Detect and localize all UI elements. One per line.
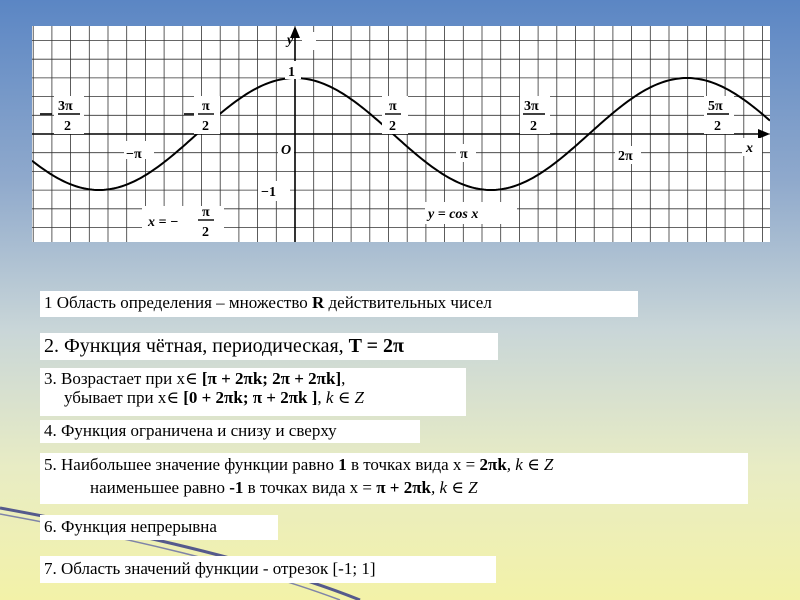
label-neg-pi2-num: π (202, 99, 210, 114)
property-monotonic (40, 368, 466, 416)
property-continuous-text: 6. Функция непрерывна (44, 517, 217, 536)
y-axis-label: y (287, 33, 294, 48)
label-neg-3pi2-num: 3π (58, 99, 73, 114)
label-minus-one: −1 (261, 185, 276, 200)
asymptote-label-num: π (202, 205, 210, 220)
property-domain-pre: 1 Область определения – множество (44, 293, 312, 312)
max-formula: 2πk (479, 455, 507, 474)
property-increasing (44, 370, 462, 389)
cosine-graph (32, 26, 770, 242)
label-neg-3pi2-den: 2 (64, 119, 71, 134)
decreasing-tail: k ∈ Z (325, 387, 365, 407)
function-label: y = cos x (428, 207, 479, 222)
property-even-periodic-pre: 2. Функция чётная, периодическая, (44, 335, 349, 357)
min-tail: , k ∈ Z (431, 477, 478, 497)
x-axis-arrow (758, 129, 770, 139)
property-domain-bold: R (311, 293, 325, 312)
property-range-text: 7. Область значений функции - отрезок [-1; 1] (44, 559, 376, 578)
label-3pi2-num: 3π (524, 99, 539, 114)
property-even-periodic (40, 333, 498, 360)
origin-label: O (281, 143, 292, 158)
asymptote-label-den: 2 (202, 225, 209, 240)
label-pi: π (460, 147, 468, 162)
label-pi2-den: 2 (389, 119, 396, 134)
decreasing-pre: убывает при x∈ (64, 387, 184, 407)
increasing-pre: 3. Возрастает при x∈ (44, 369, 202, 388)
property-domain (40, 291, 638, 317)
label-3pi2-den: 2 (530, 119, 537, 134)
max-pre: 5. Наибольшее значение функции равно (44, 455, 339, 474)
property-period: T = 2π (348, 335, 405, 357)
decreasing-interval: [0 + 2πk; π + 2πk ] (183, 387, 318, 407)
min-formula: π + 2πk (376, 477, 431, 497)
cosine-graph-panel (32, 26, 770, 242)
min-pre: наименьшее равно (90, 477, 230, 497)
increasing-post: , (341, 369, 346, 388)
property-bounded (40, 420, 420, 443)
min-mid: в точках вида x = (243, 477, 377, 497)
x-axis-label: x (746, 141, 753, 156)
label-one: 1 (288, 65, 295, 80)
increasing-interval: [π + 2πk; 2π + 2πk] (201, 369, 342, 388)
label-5pi2-den: 2 (714, 119, 721, 134)
property-min (44, 479, 744, 498)
asymptote-label: x = − (148, 215, 179, 230)
max-mid: в точках вида x = (346, 455, 480, 474)
decreasing-post: , (317, 387, 326, 407)
max-tail: , k ∈ Z (506, 455, 554, 474)
label-two-pi: 2π (618, 149, 633, 164)
label-neg-pi2-den: 2 (202, 119, 209, 134)
label-neg-pi: −π (126, 147, 142, 162)
property-max (44, 456, 744, 475)
property-range (40, 556, 496, 583)
label-5pi2-num: 5π (708, 99, 723, 114)
label-pi2-num: π (389, 99, 397, 114)
min-value: -1 (229, 477, 244, 497)
property-bounded-text: 4. Функция ограничена и снизу и сверху (44, 421, 337, 440)
property-decreasing (44, 389, 462, 408)
property-domain-post: действительных чисел (324, 293, 492, 312)
property-extremes (40, 453, 748, 504)
max-value: 1 (338, 455, 347, 474)
property-continuous (40, 515, 278, 540)
